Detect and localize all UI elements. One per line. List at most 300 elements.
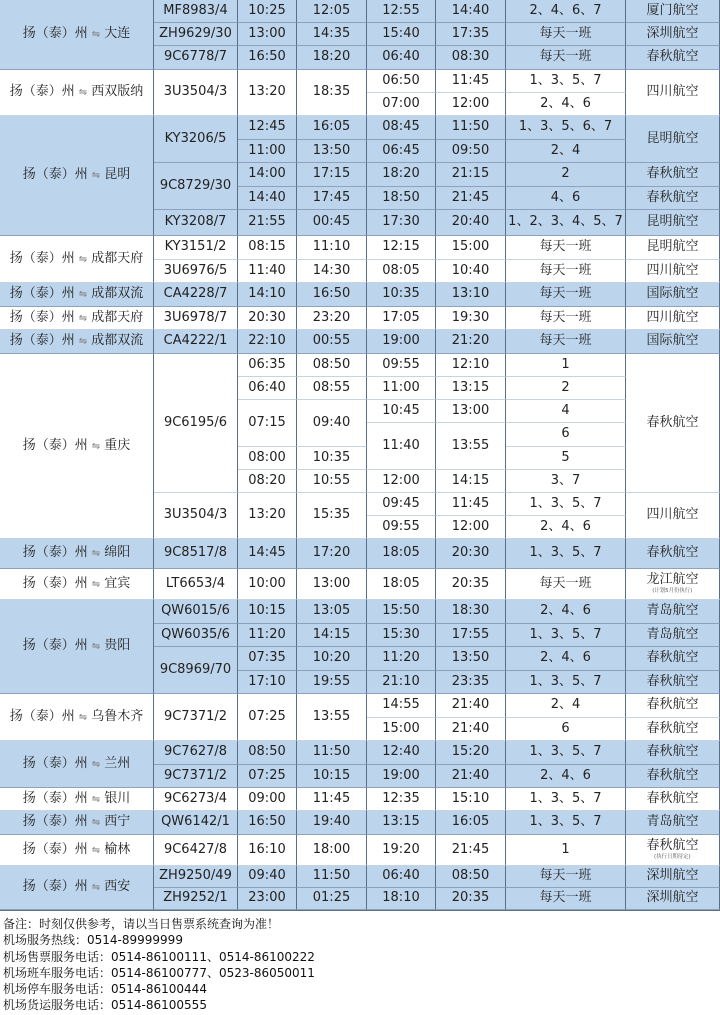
outbound-arrival-cell [297, 354, 367, 377]
return-arrival-cell [436, 493, 506, 516]
cell-text: 14:15 [312, 626, 351, 642]
route-label [10, 311, 143, 325]
cell-text: 13:00 [451, 402, 490, 418]
return-departure-cell [367, 93, 436, 116]
operating-days-cell [506, 788, 626, 811]
cell-text: 01:25 [312, 890, 351, 906]
return-departure-cell [367, 260, 436, 283]
cell-text: 08:50 [312, 356, 351, 372]
cell-text: 18:05 [382, 575, 420, 591]
outbound-departure-cell [238, 23, 297, 46]
cell-text: 13:20 [248, 507, 286, 523]
flight-number-cell [154, 307, 238, 330]
cell-text: 13:50 [451, 650, 490, 666]
route-cell [0, 835, 154, 866]
outbound-departure-cell [238, 46, 297, 70]
origin-label: 扬（泰）州 [22, 879, 88, 895]
outbound-arrival-cell [297, 46, 367, 70]
cell-text: 10:40 [451, 262, 490, 278]
cell-text: 10:25 [248, 2, 286, 18]
cell-text: 23:35 [451, 673, 490, 689]
route-label [10, 710, 143, 724]
operating-days-cell [506, 600, 626, 624]
airline-cell [626, 236, 720, 260]
origin-label: 扬（泰）州 [22, 790, 88, 806]
flight-number-cell [154, 236, 238, 260]
route-cell [0, 811, 154, 835]
origin-label: 扬（泰）州 [22, 545, 88, 561]
cell-text: 10:15 [312, 767, 351, 783]
return-arrival-cell [436, 888, 506, 910]
cell-text: 13:00 [312, 575, 351, 591]
return-arrival-cell [436, 539, 506, 569]
cell-text: 1、3、5、7 [529, 790, 602, 806]
return-arrival-cell [436, 236, 506, 260]
operating-days-cell [506, 330, 626, 354]
operating-days-cell [506, 447, 626, 470]
origin-label: 扬（泰）州 [22, 167, 88, 183]
origin-label: 扬（泰）州 [9, 708, 75, 724]
cell-text: 3U3504/3 [163, 507, 228, 523]
return-arrival-cell [436, 600, 506, 624]
operating-days-cell [506, 400, 626, 423]
cell-text: KY3208/7 [164, 214, 227, 230]
airline-cell [626, 23, 720, 46]
cell-text: 15:00 [382, 720, 420, 736]
return-departure-cell [367, 741, 436, 765]
outbound-departure-cell [238, 600, 297, 624]
round-trip-arrow-icon: ⇋ [91, 440, 101, 452]
operating-days-cell [506, 46, 626, 70]
route-cell [0, 354, 154, 539]
return-departure-cell [367, 671, 436, 694]
operating-days-cell [506, 694, 626, 718]
return-departure-cell [367, 0, 436, 23]
outbound-arrival-cell [297, 835, 367, 866]
flight-number-cell [154, 493, 238, 539]
cell-text: 13:55 [451, 437, 490, 453]
cell-text: 07:15 [248, 414, 286, 430]
outbound-departure-cell [238, 741, 297, 765]
return-departure-cell [367, 23, 436, 46]
cell-text: 青岛航空 [646, 603, 699, 619]
cell-text: 07:35 [248, 650, 286, 666]
cell-text: 07:25 [248, 767, 286, 783]
operating-days-cell [506, 23, 626, 46]
outbound-departure-cell [238, 70, 297, 116]
cell-text: 20:30 [451, 545, 490, 561]
outbound-departure-cell [238, 624, 297, 647]
airline-cell [626, 210, 720, 236]
return-arrival-cell [436, 140, 506, 163]
cell-text: 22:10 [248, 333, 286, 349]
destination-label: 西双版纳 [91, 84, 144, 100]
outbound-arrival-cell [297, 569, 367, 600]
return-departure-cell [367, 569, 436, 600]
airline-cell [626, 539, 720, 569]
outbound-arrival-cell [297, 888, 367, 910]
cell-text: 每天一班 [539, 239, 592, 255]
route-label [10, 287, 143, 301]
notes-section [0, 910, 720, 1015]
cell-text: 15:35 [312, 507, 351, 523]
cell-text: 9C7371/2 [163, 767, 228, 783]
return-arrival-cell [436, 46, 506, 70]
service-hotline: 机场服务热线：0514-89999999 [3, 933, 183, 948]
operating-days-cell [506, 260, 626, 283]
cell-text: 19:00 [382, 333, 420, 349]
operating-days-cell [506, 569, 626, 600]
airline-cell [626, 835, 720, 866]
cell-text: 每天一班 [539, 309, 592, 325]
destination-label: 昆明 [104, 167, 131, 183]
route-label [10, 334, 143, 348]
return-arrival-cell [436, 694, 506, 718]
outbound-departure-cell [238, 811, 297, 835]
remark-note: 备注：时刻仅供参考，请以当日售票系统查询为准！ [3, 917, 280, 931]
cell-text: 1、3、5、6、7 [518, 119, 613, 135]
airline-cell [626, 116, 720, 163]
outbound-arrival-cell [297, 447, 367, 470]
outbound-arrival-cell [297, 330, 367, 354]
cell-text: 11:00 [382, 379, 420, 395]
outbound-departure-cell [238, 400, 297, 447]
route-cell [0, 0, 154, 70]
route-cell [0, 236, 154, 283]
operating-days-cell [506, 116, 626, 140]
outbound-arrival-cell [297, 866, 367, 888]
cell-text: 14:30 [312, 262, 351, 278]
flight-number-cell [154, 600, 238, 624]
cell-text: 08:50 [451, 868, 490, 884]
cell-text: 9C8969/70 [159, 661, 232, 677]
cell-text: 18:00 [312, 841, 351, 857]
operating-days-cell [506, 187, 626, 210]
shuttle-phone: 机场班车服务电话：0514-86100777、0523-86050011 [3, 965, 315, 980]
cell-text: 1 [561, 841, 570, 857]
cell-text: 12:35 [382, 790, 420, 806]
return-arrival-cell [436, 866, 506, 888]
cell-text: 9C6273/4 [163, 790, 228, 806]
flight-number-cell [154, 765, 238, 788]
origin-label: 扬（泰）州 [22, 575, 88, 591]
outbound-departure-cell [238, 187, 297, 210]
outbound-departure-cell [238, 788, 297, 811]
return-departure-cell [367, 765, 436, 788]
route-cell [0, 70, 154, 116]
round-trip-arrow-icon: ⇋ [78, 312, 88, 324]
outbound-departure-cell [238, 694, 297, 741]
return-arrival-cell [436, 210, 506, 236]
cell-text: 12:45 [248, 119, 286, 135]
return-arrival-cell [436, 116, 506, 140]
return-departure-cell [367, 400, 436, 423]
outbound-departure-cell [238, 866, 297, 888]
return-arrival-cell [436, 187, 506, 210]
operating-days-cell [506, 866, 626, 888]
cell-text: 10:35 [312, 449, 351, 465]
airline-cell [626, 888, 720, 910]
cell-text: QW6015/6 [161, 603, 230, 619]
return-departure-cell [367, 330, 436, 354]
return-departure-cell [367, 516, 436, 539]
cell-text: 9C6427/8 [163, 841, 228, 857]
cell-text: 06:40 [382, 868, 420, 884]
route-label [23, 27, 130, 41]
return-arrival-cell [436, 671, 506, 694]
cell-text: KY3206/5 [164, 130, 227, 146]
cell-text: 1、3、5、7 [529, 744, 602, 760]
destination-label: 榆林 [104, 841, 131, 857]
origin-label: 扬（泰）州 [9, 286, 75, 302]
operating-days-cell [506, 377, 626, 400]
cell-text: 10:55 [312, 472, 351, 488]
route-label [23, 546, 130, 560]
cell-text: 00:45 [312, 214, 351, 230]
cell-text: 20:40 [451, 214, 490, 230]
cell-text: 10:00 [248, 575, 286, 591]
cell-text: 四川航空 [646, 262, 699, 278]
round-trip-arrow-icon: ⇋ [91, 578, 101, 590]
airline-cell [626, 187, 720, 210]
cell-text: 09:40 [312, 414, 351, 430]
cell-text: 08:55 [312, 379, 351, 395]
cell-text: 13:20 [248, 84, 286, 100]
cell-text: 06:50 [382, 72, 420, 88]
route-cell [0, 741, 154, 788]
cell-text: 18:35 [312, 84, 351, 100]
cell-text: 11:20 [382, 650, 420, 666]
outbound-arrival-cell [297, 70, 367, 116]
round-trip-arrow-icon: ⇋ [91, 170, 101, 182]
route-cell [0, 307, 154, 330]
airline-cell [626, 0, 720, 23]
cell-text: 2、4、6 [540, 767, 591, 783]
cell-text: 13:15 [451, 379, 490, 395]
return-departure-cell [367, 647, 436, 671]
operating-days-cell [506, 423, 626, 447]
cell-text: 21:45 [451, 841, 490, 857]
operating-days-cell [506, 140, 626, 163]
operating-days-cell [506, 516, 626, 539]
outbound-arrival-cell [297, 600, 367, 624]
cell-text: 1、3、5、7 [529, 72, 602, 88]
airline-cell [626, 330, 720, 354]
cell-text: 5 [561, 449, 570, 465]
airline-cell [626, 694, 720, 718]
cell-text: 11:45 [451, 72, 490, 88]
cell-text: 四川航空 [646, 507, 699, 523]
cell-text: 9C8729/30 [159, 177, 232, 193]
cell-text: 13:55 [312, 708, 351, 724]
round-trip-arrow-icon: ⇋ [78, 711, 88, 723]
cell-text: 3、7 [550, 472, 581, 488]
cell-text: 10:15 [248, 603, 286, 619]
operating-days-cell [506, 70, 626, 93]
round-trip-arrow-icon: ⇋ [91, 548, 101, 560]
cell-text: 1 [561, 356, 570, 372]
airline-cell [626, 493, 720, 539]
flight-number-cell [154, 694, 238, 741]
cell-text: 16:50 [248, 49, 286, 65]
cell-text: 9C7371/2 [163, 708, 228, 724]
cell-text: 06:40 [248, 379, 286, 395]
cell-text: 龙江航空 [646, 572, 699, 588]
return-arrival-cell [436, 788, 506, 811]
round-trip-arrow-icon: ⇋ [78, 289, 88, 301]
cell-text: 1、3、5、7 [529, 814, 602, 830]
cell-text: 08:45 [382, 119, 420, 135]
cell-text: KY3151/2 [164, 239, 227, 255]
cell-text: 14:45 [248, 545, 286, 561]
return-departure-cell [367, 624, 436, 647]
outbound-departure-cell [238, 330, 297, 354]
cell-text: 13:50 [312, 142, 351, 158]
cell-text: 14:00 [248, 166, 286, 182]
cell-text: 四川航空 [646, 309, 699, 325]
operating-days-cell [506, 210, 626, 236]
cell-text: QW6035/6 [161, 626, 230, 642]
airline-cell [626, 624, 720, 647]
cell-text: 9C8517/8 [163, 545, 228, 561]
cell-text: 19:20 [382, 841, 420, 857]
destination-label: 西宁 [104, 814, 131, 830]
airline-cell [626, 647, 720, 671]
round-trip-arrow-icon: ⇋ [78, 87, 88, 99]
ticketing-phone: 机场售票服务电话：0514-86100111、0514-86100222 [3, 949, 315, 964]
round-trip-arrow-icon: ⇋ [91, 844, 101, 856]
return-arrival-cell [436, 283, 506, 307]
cell-text: 19:00 [382, 767, 420, 783]
cell-text: 春秋航空 [646, 744, 699, 760]
operating-days-cell [506, 671, 626, 694]
destination-label: 大连 [104, 26, 131, 42]
airline-cell [626, 671, 720, 694]
cell-text: 11:00 [248, 142, 286, 158]
operating-days-cell [506, 539, 626, 569]
return-departure-cell [367, 718, 436, 741]
cell-text: 20:30 [248, 309, 286, 325]
airline-cell [626, 283, 720, 307]
cell-text: 19:40 [312, 814, 351, 830]
destination-label: 西安 [104, 879, 131, 895]
outbound-arrival-cell [297, 694, 367, 741]
cell-text: MF8983/4 [163, 2, 228, 18]
operating-days-cell [506, 765, 626, 788]
outbound-departure-cell [238, 470, 297, 493]
cargo-phone: 机场货运服务电话：0514-86100555 [3, 998, 207, 1013]
outbound-departure-cell [238, 888, 297, 910]
cell-text: 08:05 [382, 262, 420, 278]
return-arrival-cell [436, 811, 506, 835]
origin-label: 扬（泰）州 [9, 333, 75, 349]
cell-text: 16:10 [248, 841, 286, 857]
cell-text: 2 [561, 166, 570, 182]
outbound-departure-cell [238, 671, 297, 694]
cell-text: 23:20 [312, 309, 351, 325]
cell-text: 16:50 [312, 286, 351, 302]
origin-label: 扬（泰）州 [22, 437, 88, 453]
outbound-departure-cell [238, 377, 297, 400]
outbound-arrival-cell [297, 765, 367, 788]
round-trip-arrow-icon: ⇋ [91, 882, 101, 894]
route-label [10, 85, 143, 99]
origin-label: 扬（泰）州 [22, 26, 88, 42]
cell-text: 春秋航空 [646, 720, 699, 736]
cell-text: 08:30 [451, 49, 490, 65]
cell-text: 1、3、5、7 [529, 626, 602, 642]
flight-number-cell [154, 0, 238, 23]
cell-text: 春秋航空 [646, 166, 699, 182]
cell-text: 11:45 [451, 495, 490, 511]
cell-text: 2、4、6 [540, 650, 591, 666]
flight-number-cell [154, 330, 238, 354]
route-label [10, 252, 143, 266]
operating-days-cell [506, 354, 626, 377]
return-arrival-cell [436, 569, 506, 600]
flight-number-cell [154, 163, 238, 210]
cell-text: 1、2、3、4、5、7 [508, 214, 623, 230]
cell-text: 13:05 [312, 603, 351, 619]
round-trip-arrow-icon: ⇋ [91, 29, 101, 41]
cell-text: 08:00 [248, 449, 286, 465]
round-trip-arrow-icon: ⇋ [91, 817, 101, 829]
destination-label: 重庆 [104, 437, 131, 453]
return-departure-cell [367, 493, 436, 516]
cell-text: 07:25 [248, 708, 286, 724]
outbound-departure-cell [238, 283, 297, 307]
cell-text: 每天一班 [539, 868, 592, 884]
cell-text: 春秋航空 [646, 545, 699, 561]
return-arrival-cell [436, 260, 506, 283]
return-departure-cell [367, 70, 436, 93]
cell-text: 2、4 [550, 697, 581, 713]
flight-number-cell [154, 210, 238, 236]
cell-text: 14:40 [248, 189, 286, 205]
operating-days-cell [506, 647, 626, 671]
cell-text: 深圳航空 [646, 868, 699, 884]
flight-number-cell [154, 23, 238, 46]
route-cell [0, 866, 154, 910]
outbound-departure-cell [238, 647, 297, 671]
operating-days-cell [506, 493, 626, 516]
destination-label: 乌鲁木齐 [91, 708, 144, 724]
cell-text: 昆明航空 [646, 214, 699, 230]
return-arrival-cell [436, 163, 506, 187]
cell-text: 1、3、5、7 [529, 495, 602, 511]
cell-text: 9C6195/6 [163, 414, 228, 430]
airline-cell [626, 354, 720, 493]
operating-days-cell [506, 236, 626, 260]
flight-number-cell [154, 866, 238, 888]
return-departure-cell [367, 116, 436, 140]
return-arrival-cell [436, 741, 506, 765]
cell-text: 20:35 [451, 575, 490, 591]
cell-text: 18:30 [451, 603, 490, 619]
route-cell [0, 330, 154, 354]
return-departure-cell [367, 470, 436, 493]
route-label [23, 792, 130, 806]
cell-text: 春秋航空 [646, 767, 699, 783]
outbound-arrival-cell [297, 400, 367, 447]
flight-number-cell [154, 811, 238, 835]
outbound-departure-cell [238, 765, 297, 788]
airline-cell [626, 46, 720, 70]
flight-number-cell [154, 647, 238, 694]
return-arrival-cell [436, 765, 506, 788]
route-cell [0, 283, 154, 307]
cell-text: 12:00 [451, 518, 490, 534]
